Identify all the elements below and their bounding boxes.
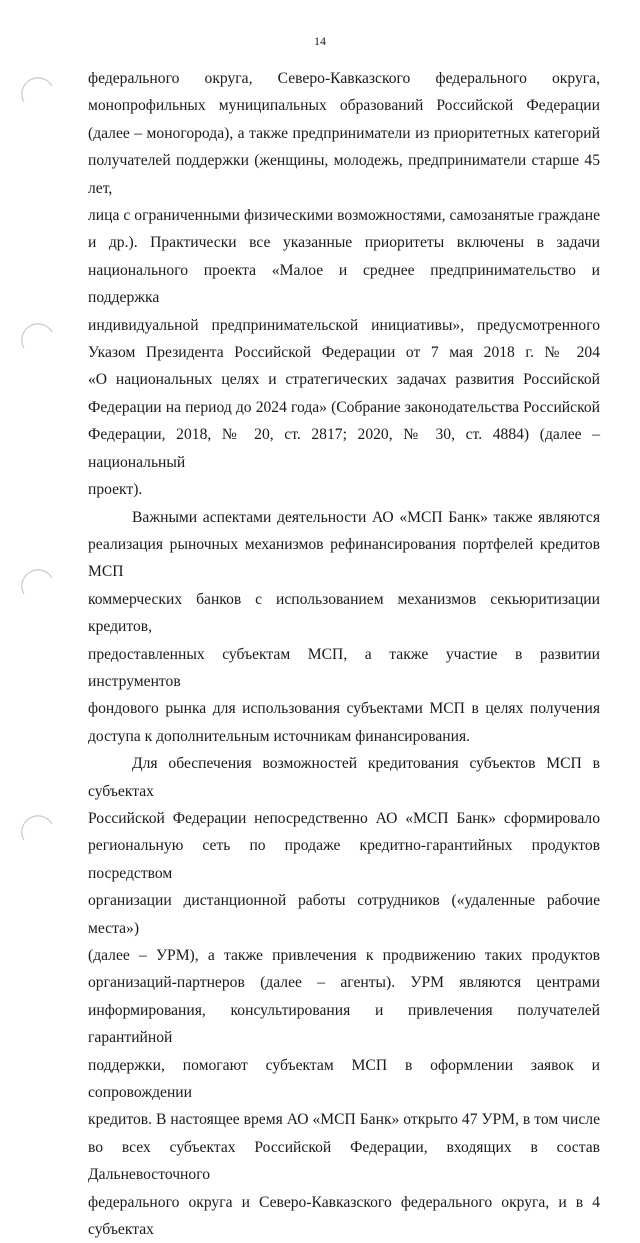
text-line: национального проекта «Малое и среднее предпринимательство и поддержка [88,261,600,307]
text-line: организаций-партнеров (далее – агенты). УРМ являются центрами [88,974,600,992]
text-line: получателей поддержки (женщины, молодежь, предприниматели старше 45 лет, [88,152,600,197]
text-line: кредитов. В настоящее время АО «МСП Банк» открыто 47 УРМ, в том числе [88,1111,600,1129]
text-line: (далее – УРМ), а также привлечения к продвижению таких продуктов [88,947,600,964]
text-line: фондового рынка для использования субъектами МСП в целях получения [88,700,600,718]
binder-hole-icon [18,318,58,358]
binder-hole-icon [18,810,58,850]
text-line: Федерации на период до 2024 года» (Собрание законодательства Российской [88,398,600,416]
text-line: (далее – моногорода), а также предприниматели из приоритетных категорий [88,124,600,142]
body-text [88,65,600,1243]
text-line: Указом Президента Российской Федерации от 7 мая 2018 г. № 204 [88,344,600,362]
text-line: доступа к дополнительным источникам финансирования. [88,727,471,745]
text-line: и др.). Практически все указанные приоритеты включены в задачи [88,234,600,252]
text-line: коммерческих банков с использованием механизмов секьюритизации кредитов, [88,590,600,636]
text-line: Важными аспектами деятельности АО «МСП Банк» также являются [132,508,600,526]
text-line: федерального округа и Северо-Кавказского федерального округа, и в 4 субъектах [88,1193,600,1239]
text-line: монопрофильных муниципальных образований Российской Федерации [88,97,600,115]
binder-hole-icon [18,564,58,604]
text-line: Федерации, 2018, № 20, ст. 2817; 2020, № 30, ст. 4884) (далее – национальный [88,426,600,471]
text-line: региональную сеть по продаже кредитно-гарантийных продуктов посредством [88,837,600,882]
text-line: организации дистанционной работы сотрудников («удаленные рабочие места») [88,892,600,937]
text-line: во всех субъектах Российской Федерации, входящих в состав Дальневосточного [88,1138,600,1184]
text-line: реализация рыночных механизмов рефинансирования портфелей кредитов МСП [88,535,600,581]
page-number: 14 [314,34,326,48]
text-line: лица с ограниченными физическими возможностями, самозанятые граждане [88,207,600,225]
binder-hole-icon [18,72,58,112]
text-line: индивидуальной предпринимательской инициативы», предусмотренного [88,316,600,334]
text-line: федерального округа, Северо-Кавказского федерального округа, [88,70,600,87]
text-line: поддержки, помогают субъектам МСП в оформлении заявок и сопровождении [88,1056,600,1102]
text-line: «О национальных целях и стратегических задачах развития Российской [88,371,600,389]
text-line: Для обеспечения возможностей кредитования субъектов МСП в субъектах [88,755,600,800]
text-line: Российской Федерации непосредственно АО «МСП Банк» сформировало [88,809,600,827]
text-line: проект). [88,481,143,499]
text-line: предоставленных субъектам МСП, а также участие в развитии инструментов [88,645,600,690]
text-line: информирования, консультирования и привлечения получателей гарантийной [88,1001,600,1047]
